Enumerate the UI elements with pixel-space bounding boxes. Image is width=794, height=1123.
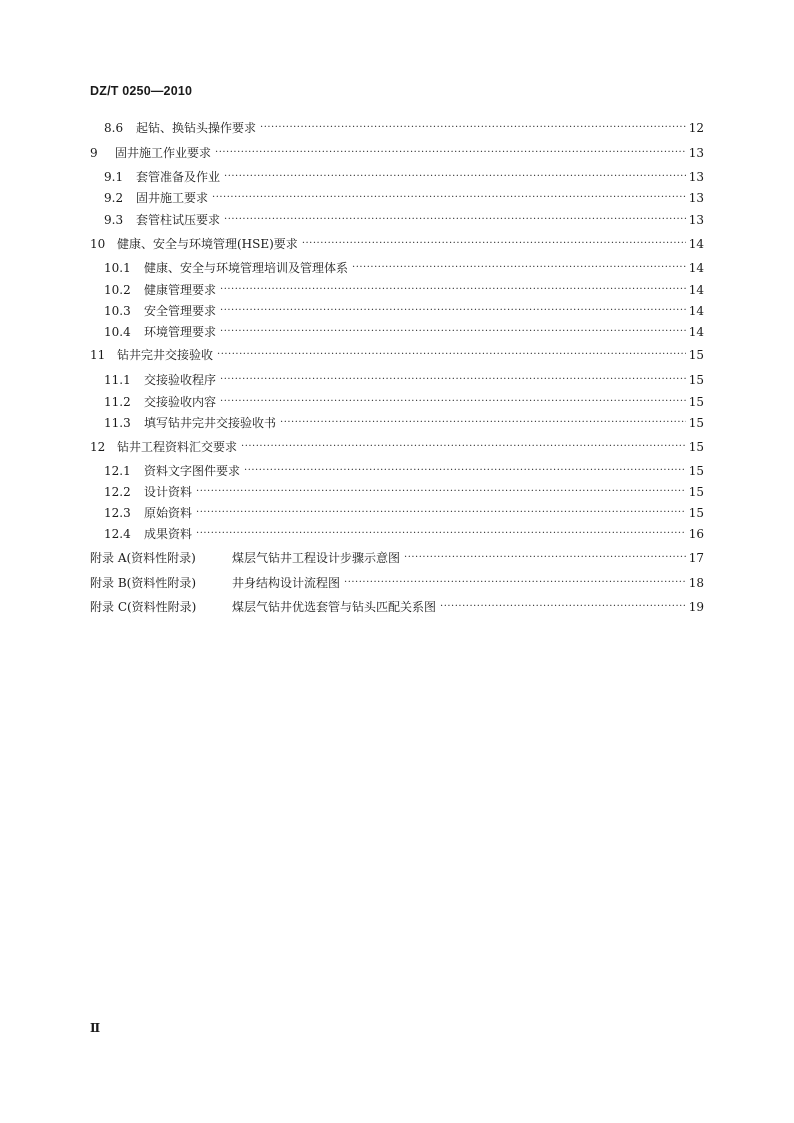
toc-entry-title: 环境管理要求 [144,325,217,339]
toc-entry-title: 钻井工程资料汇交要求 [117,440,238,454]
toc-entry[interactable] [104,525,704,543]
toc-entry-number: 附录 C(资料性附录) [90,600,197,614]
toc-leader-dots [440,598,686,616]
toc-entry-number: 11.1 [104,373,131,387]
toc-entry-title: 设计资料 [144,485,193,499]
toc-entry[interactable] [104,462,704,480]
toc-leader-dots [220,302,686,320]
toc-entry-title: 钻井完井交接验收 [117,348,214,362]
toc-entry[interactable] [90,144,704,162]
toc-leader-dots [224,168,686,186]
toc-leader-dots [220,323,686,341]
toc-entry-page: 14 [688,325,704,339]
toc-entry-title: 健康管理要求 [144,283,217,297]
toc-entry-page: 13 [688,213,704,227]
toc-entry[interactable] [104,119,704,137]
toc-entry[interactable] [90,549,704,567]
toc-entry-number: 12.4 [104,527,131,541]
toc-entry-title: 固井施工要求 [136,191,209,205]
toc-leader-dots [260,119,686,137]
toc-leader-dots [220,371,686,389]
toc-entry-page: 14 [688,283,704,297]
toc-entry-title: 套管准备及作业 [136,170,221,184]
toc-entry-title: 煤层气钻井优选套管与钻头匹配关系图 [232,600,437,614]
toc-entry-page: 15 [688,348,704,362]
toc-entry[interactable] [104,393,704,411]
toc-leader-dots [196,483,686,501]
toc-entry-number: 9.2 [104,191,124,205]
toc-entry[interactable] [104,168,704,186]
toc-entry-number: 11.2 [104,395,131,409]
toc-entry-number: 附录 A(资料性附录) [90,551,196,565]
toc-entry-number: 9 [90,146,98,160]
toc-entry-page: 12 [688,121,704,135]
toc-entry[interactable] [90,235,704,253]
toc-entry-page: 16 [688,527,704,541]
toc-leader-dots [404,549,686,567]
toc-leader-dots [280,414,686,432]
toc-entry-page: 15 [688,440,704,454]
toc-entry-number: 11.3 [104,416,131,430]
toc-entry-title: 健康、安全与环境管理培训及管理体系 [144,261,349,275]
toc-leader-dots [224,211,686,229]
toc-entry-page: 15 [688,485,704,499]
toc-entry-page: 18 [688,576,704,590]
toc-entry-number: 12.2 [104,485,131,499]
page-number: Ⅱ [90,1021,101,1035]
toc-entry-number: 12 [90,440,106,454]
toc-entry[interactable] [90,346,704,364]
toc-entry-page: 14 [688,261,704,275]
toc-leader-dots [217,346,686,364]
toc-entry-page: 15 [688,464,704,478]
toc-entry-page: 15 [688,395,704,409]
toc-entry-number: 10.3 [104,304,131,318]
toc-entry-page: 15 [688,506,704,520]
toc-leader-dots [352,259,686,277]
toc-entry[interactable] [90,574,704,592]
toc-entry[interactable] [104,323,704,341]
toc-entry-title: 成果资料 [144,527,193,541]
toc-leader-dots [196,525,686,543]
toc-entry-number: 8.6 [104,121,124,135]
toc-leader-dots [215,144,686,162]
toc-entry-number: 9.1 [104,170,124,184]
toc-entry-title: 煤层气钻井工程设计步骤示意图 [232,551,401,565]
toc-entry-page: 17 [688,551,704,565]
toc-entry-page: 14 [688,237,704,251]
toc-entry-page: 13 [688,170,704,184]
toc-entry[interactable] [104,259,704,277]
toc-leader-dots [241,438,686,456]
toc-entry[interactable] [104,483,704,501]
toc-entry-number: 9.3 [104,213,124,227]
toc-entry-number: 10.2 [104,283,131,297]
toc-entry-page: 14 [688,304,704,318]
toc-entry-title: 固井施工作业要求 [115,146,212,160]
toc-entry[interactable] [90,438,704,456]
toc-entry[interactable] [104,371,704,389]
toc-entry-title: 起钻、换钻头操作要求 [136,121,257,135]
toc-entry-title: 套管柱试压要求 [136,213,221,227]
toc-entry[interactable] [104,504,704,522]
toc-entry-title: 资料文字图件要求 [144,464,241,478]
toc-leader-dots [220,281,686,299]
toc-entry-number: 10.1 [104,261,131,275]
toc-entry-page: 15 [688,373,704,387]
toc-leader-dots [212,189,686,207]
toc-leader-dots [344,574,686,592]
toc-entry-title: 安全管理要求 [144,304,217,318]
toc-entry-number: 10.4 [104,325,131,339]
toc-entry[interactable] [104,189,704,207]
toc-entry-page: 13 [688,191,704,205]
toc-entry-title: 交接验收内容 [144,395,217,409]
toc-entry-title: 健康、安全与环境管理(HSE)要求 [117,237,298,251]
toc-leader-dots [220,393,686,411]
toc-entry-number: 附录 B(资料性附录) [90,576,196,590]
document-code: DZ/T 0250—2010 [90,84,193,98]
toc-entry-page: 15 [688,416,704,430]
toc-entry-title: 交接验收程序 [144,373,217,387]
toc-entry-title: 填写钻井完井交接验收书 [144,416,277,430]
toc-entry[interactable] [104,414,704,432]
toc-entry-title: 原始资料 [144,506,193,520]
toc-entry-title: 井身结构设计流程图 [232,576,341,590]
toc-leader-dots [196,504,686,522]
toc-entry-number: 12.3 [104,506,131,520]
toc-entry-page: 19 [688,600,704,614]
toc-entry[interactable] [104,302,704,320]
toc-entry-number: 12.1 [104,464,131,478]
toc-leader-dots [302,235,686,253]
toc-entry-page: 13 [688,146,704,160]
toc-entry[interactable] [104,281,704,299]
toc-entry-number: 10 [90,237,106,251]
toc-leader-dots [244,462,686,480]
toc-entry[interactable] [90,598,704,616]
toc-entry-number: 11 [90,348,106,362]
toc-entry[interactable] [104,211,704,229]
